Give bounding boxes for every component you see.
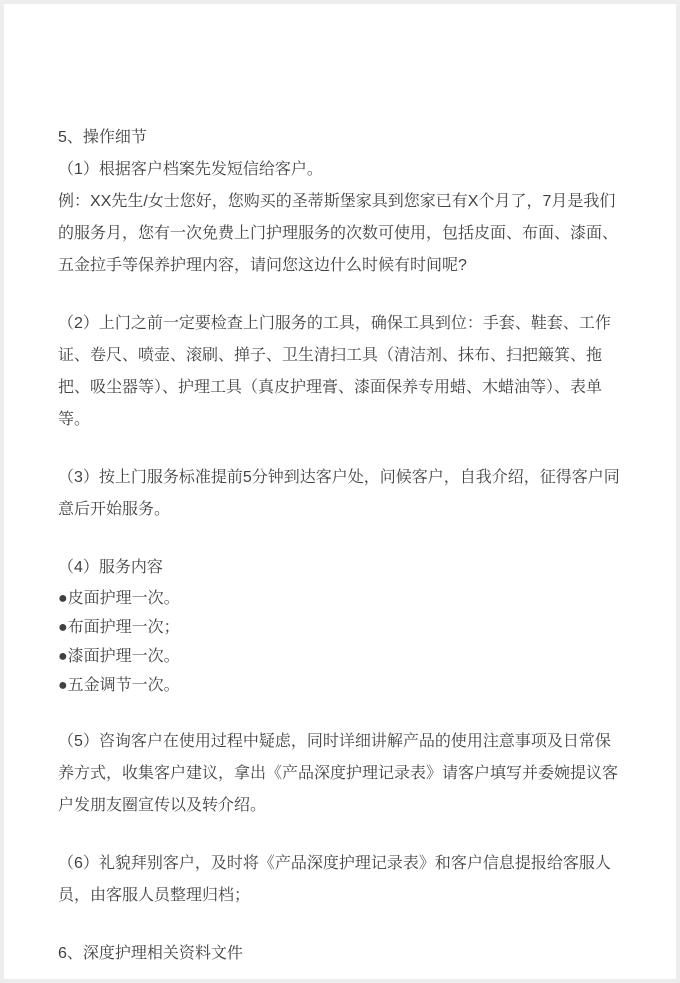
step-5-text: （5）咨询客户在使用过程中疑虑，同时详细讲解产品的使用注意事项及日常保养方式，收集客户建议，拿出《产品深度护理记录表》请客户填写并委婉提议客户发朋友圈宣传以及转介绍。 [58, 733, 619, 814]
service-item-1: ●皮面护理一次。 [58, 590, 180, 607]
service-item-3: ●漆面护理一次。 [58, 648, 180, 665]
service-item-4: ●五金调节一次。 [58, 677, 180, 694]
step-4-heading: （4）服务内容 [58, 559, 163, 576]
section-6-heading: 6、深度护理相关资料文件 [58, 945, 243, 962]
document-content [4, 4, 676, 970]
step-1-text: （1）根据客户档案先发短信给客户。 [58, 161, 323, 178]
step-2-text: （2）上门之前一定要检查上门服务的工具，确保工具到位：手套、鞋套、工作证、卷尺、喷壶、滚刷、掸子、卫生清扫工具（清洁剂、抹布、扫把簸箕、拖把、吸尘器等）、护理工具（真皮护理膏、漆面保养专用蜡、木蜡油等）、表单等。 [58, 315, 611, 428]
step-3-text: （3）按上门服务标准提前5分钟到达客户处，问候客户，自我介绍，征得客户同意后开始服务。 [58, 469, 620, 518]
service-item-2: ●布面护理一次； [58, 619, 180, 636]
document-page [4, 4, 676, 979]
step-6-text: （6）礼貌拜别客户，及时将《产品深度护理记录表》和客户信息提报给客服人员，由客服人员整理归档； [58, 855, 611, 904]
section-5-heading: 5、操作细节 [58, 129, 147, 146]
sms-example-text: 例：XX先生/女士您好，您购买的圣蒂斯堡家具到您家已有X个月了，7月是我们的服务月，您有一次免费上门护理服务的次数可使用，包括皮面、布面、漆面、五金拉手等保养护理内容，请问您这边什么时候有时间呢? [58, 193, 619, 274]
